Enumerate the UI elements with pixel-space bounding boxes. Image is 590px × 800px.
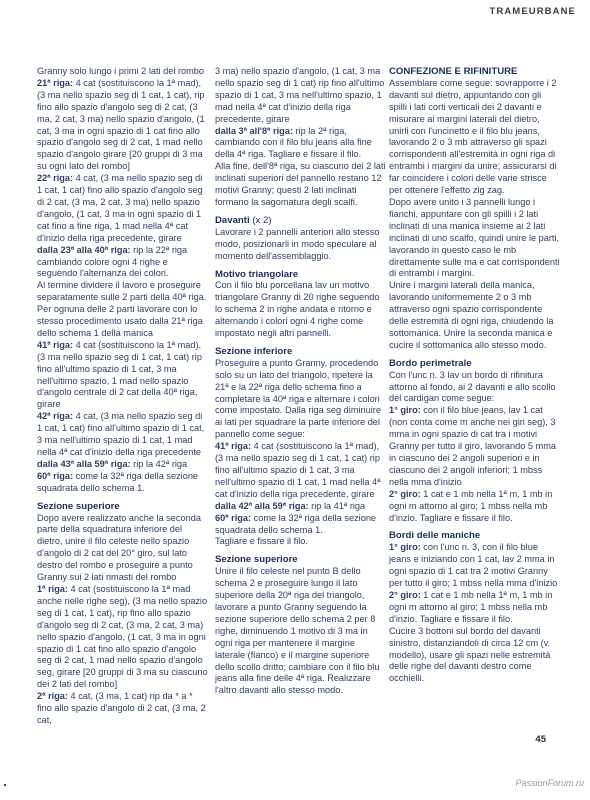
- paragraph: [37, 459, 209, 471]
- paragraph: [37, 245, 209, 281]
- watermark: PassionForum.ru: [515, 778, 584, 788]
- paragraph: [389, 370, 561, 406]
- paragraph-text: 3 ma) nello spazio d'angolo, (1 cat, 3 ma nello spazio seg di 1 cat) rip fino all'ultimo spazio di 1 cat, 3 ma nell'ultimo spazio, 1 mad nella 4ª cat d'inizio della riga precedente, girare: [215, 66, 385, 124]
- section-heading: [389, 66, 561, 78]
- row-label: 22ª riga:: [37, 173, 74, 184]
- section-heading: [215, 346, 387, 358]
- column-middle: [215, 66, 387, 697]
- row-label: dalla 43ª alla 59ª riga:: [37, 458, 131, 469]
- paragraph-text: Con l'unc n. 3 lav un bordo di rifinitura attorno al fondo, ai 2 davanti e allo scollo del cardigan come segue:: [389, 369, 556, 404]
- paragraph: [37, 173, 209, 244]
- paragraph-text: Granny solo lungo i primi 2 lati del rombo: [37, 66, 204, 76]
- paragraph-text: con il filo blue jeans, lav 1 cat (non conta come m anche nei giri seg), 3 mma in ogni spazio di cat tra i motivi Granny per tutto il giro, lavorando 5 mma in ciascuno dei 2 angoli superiori e in ciascuno dei 2 angoli inferiori; 1 mbss nella mma d'inizio: [389, 405, 556, 487]
- section-heading: [215, 215, 387, 227]
- paragraph-text: Proseguire a punto Granny, procedendo solo su un lato del triangolo, ripetere la 21ª e la 22ª riga dello schema fino a completare la 40ª riga e alternare i colori come impostato. Dalla riga seg diminuire ai lati per squadrare la parte inferiore del pannello come segue:: [215, 357, 381, 440]
- row-label: 41ª riga:: [37, 339, 74, 350]
- row-label: 21ª riga:: [37, 77, 74, 88]
- paragraph: [389, 626, 561, 686]
- section-heading: [215, 269, 387, 281]
- paragraph: [37, 280, 209, 340]
- row-label: dalla 3ª all'8ª riga:: [215, 125, 293, 136]
- section-heading: [215, 554, 387, 566]
- page-header: TRAMEURBANE: [489, 6, 576, 17]
- paragraph-text: Al termine dividere il lavoro e proseguire separatamente sulle 2 parti della 40ª riga. Per ognuna delle 2 parti lavorare con lo stesso procedimento usato dalla 21ª riga dello schema 1 della manica: [37, 280, 207, 338]
- section-heading-text: Sezione superiore: [215, 554, 298, 566]
- section-heading-text: Sezione inferiore: [215, 345, 293, 357]
- column-left: [37, 66, 209, 727]
- row-label: 2° giro:: [389, 488, 421, 499]
- paragraph-text: Cucire 3 bottoni sul bordo del davanti sinistro, distanziandoli di circa 12 cm (v. modello), usare gli spazi nelle estremità delle righe del davanti destro come occhielli.: [389, 625, 551, 684]
- paragraph: [37, 691, 209, 727]
- row-label: 2° giro:: [389, 589, 421, 600]
- paragraph-text: come la 32ª riga della sezione squadrata dello schema 1.: [37, 470, 199, 493]
- paragraph: [389, 590, 561, 626]
- row-label: dalla 42ª alla 59ª riga:: [215, 500, 309, 511]
- corner-mark: [4, 784, 6, 786]
- paragraph: [389, 280, 561, 351]
- paragraph-text: Assemblare come segue: sovrapporre i 2 davanti sul dietro, appuntando con gli spilli i lati corti verticali dei 2 davanti e misurare ai margini laterali del dietro, unirli con l'uncinetto e il filo blu jeans, lavorando 2 o 3 mb attraverso gli spazi corrispondenti all'estremità in ogni riga di entrambi i margini da unire; assicurarsi di far coincidere i colori delle varie strisce per ottenere l'effetto zig zag.: [389, 77, 557, 196]
- section-heading: [389, 530, 561, 542]
- paragraph-text: 4 cat (sostituiscono la 1ª mad), (3 ma nello spazio seg di 1 cat, 1 cat) rip fino all'ultimo spazio di 1 cat, 3 ma nell'ultimo spazio di 1 cat, 1 mad nella 4ª cat d'inizio della riga precedente, girare: [215, 441, 381, 499]
- section-heading-text: Davanti: [215, 214, 250, 226]
- paragraph-text: Dopo avere unito i 3 pannelli lungo i fianchi, appuntare con gli spilli i 2 lati inclinati di una manica insieme ai 2 lati inclinati di uno scalfo, quindi unire le parti, lavorando in questo caso le mb direttamente sulle ma e cat corrispondenti di entrambi i margini.: [389, 196, 560, 279]
- paragraph: [389, 78, 561, 197]
- paragraph: [37, 513, 209, 584]
- row-label: 1° giro:: [389, 405, 421, 416]
- paragraph: [389, 542, 561, 590]
- row-label: 60ª riga:: [37, 470, 74, 481]
- paragraph-text: 4 cat (sostituiscono la 1ª mad anche nelle righe seg), (3 ma nello spazio seg di 1 cat, 1 cat), rip fino allo spazio d'angolo seg di 2 cat, (3 ma, 2 cat, 3 ma) nello spazio d'angolo, (1 cat, 3 ma in ogni spazio di 1 cat fino allo spazio d'angolo seg di 2 cat, 1 mad nello spazio d'angolo seg, girare [20 gruppi di 3 ma su ciascuno dei 2 lati del rombo]: [37, 583, 208, 690]
- row-label: 2ª riga:: [37, 691, 68, 702]
- paragraph-text: rip la 22ª riga cambiando colore ogni 4 righe e seguendo l'alternanza dei colori.: [37, 244, 188, 279]
- paragraph-text: 4 cat (sostituiscono la 1ª mad), (3 ma nello spazio seg di 1 cat, 1 cat), rip fino allo spazio d'angolo seg di 2 cat, (3 ma, 2 cat, 3 ma) nello spazio d'angolo, (1 cat, 3 ma in ogni spazio di 1 cat fino allo spazio d'angolo seg di 2 cat, 1 mad nello spazio d'angolo girare [20 gruppi di 3 ma su ogni lato del rombo]: [37, 77, 205, 172]
- row-label: 60ª riga:: [215, 512, 252, 523]
- paragraph-text: 4 cat (sostituiscono la 1ª mad), (3 ma nello spazio seg di 1 cat, 1 cat) rip fino all'ultimo spazio di 1 cat, 3 ma nell'ultimo spazio, 1 mad nello spazio d'angolo centrale di 2 cat della 40ª riga, girare: [37, 339, 202, 410]
- paragraph-text: Unire i margini laterali della manica, lavorando uniformemente 2 o 3 mb attraverso ogni spazio corrispondente delle estremità di ogni riga, chiudendo la sottomanica. Unire la seconda manica e cucire il sottomanica allo stesso modo.: [389, 280, 554, 350]
- row-label: dalla 23ª alla 40ª riga:: [37, 244, 131, 255]
- paragraph-text: rip la 2ª riga, cambiando con il filo blu jeans alla fine della 4ª riga. Tagliare e fissare il filo.: [215, 125, 372, 160]
- paragraph: [37, 584, 209, 691]
- paragraph: [389, 489, 561, 525]
- paragraph-text: Tagliare e fissare il filo.: [215, 536, 308, 547]
- paragraph: [215, 441, 387, 501]
- paragraph: [37, 78, 209, 173]
- paragraph-text: Con il filo blu porcellana lav un motivo triangolare Granny di 20 righe seguendo lo schema 2 in righe andata e ritorno e alternando i colori ogni 4 righe come impostato negli altri pannelli.: [215, 280, 380, 339]
- section-heading-text: Bordo perimetrale: [389, 357, 472, 369]
- paragraph-text: Alla fine, dell'8ª riga, su ciascuno dei 2 lati inclinati superiori del pannello restano 12 motivi Granny; questi 2 lati inclinati formano la sagomatura degli scalfi.: [215, 161, 386, 207]
- section-heading-suffix: (x 2): [249, 214, 272, 226]
- paragraph-text: 4 cat, (3 ma nello spazio seg di 1 cat, 1 cat) fino all'ultimo spazio di 1 cat, 3 ma nell'ultimo spazio di 1 cat, 1 mad nella 4ª cat d'inizio della riga precedente: [37, 411, 205, 457]
- paragraph-text: Dopo avere realizzato anche la seconda parte della squadratura inferiore del dietro, unire il filo celeste nello spazio d'angolo di 2 cat del 20° giro, sul lato destro del rombo e proseguire a punto Granny sui 2 lati rimasti del rombo: [37, 512, 201, 583]
- section-heading: [37, 501, 209, 513]
- section-heading-text: Motivo triangolare: [215, 268, 299, 280]
- section-heading-text: Bordi delle maniche: [389, 530, 481, 542]
- paragraph-text: Lavorare i 2 pannelli anteriori allo stesso modo, posizionarli in modo speculare al momento dell'assemblaggio.: [215, 226, 380, 261]
- row-label: 41ª riga:: [215, 441, 252, 452]
- paragraph-text: 4 cat, (3 ma nello spazio seg di 1 cat, 1 cat) fino allo spazio d'angolo seg di 2 cat, (3 ma, 2 cat, 3 ma) nello spazio d'angolo, (1 cat, 3 ma in ogni spazio di 1 cat fino a fine riga, 1 mad nella 4ª cat d'inizio della riga precedente, girare: [37, 173, 203, 243]
- paragraph: [215, 566, 387, 697]
- paragraph: [215, 66, 387, 126]
- paragraph-text: 1 cat e 1 mb nella 1ª m, 1 mb in ogni m attorno al giro; 1 mbss nella mb d'inzio. Tagliare e fissare il filo.: [389, 589, 553, 624]
- paragraph-text: rip la 41ª riga: [308, 500, 366, 511]
- paragraph: [215, 501, 387, 513]
- section-heading-text: CONFEZIONE E RIFINITURE: [389, 66, 518, 77]
- page-number: 45: [535, 734, 546, 745]
- paragraph: [215, 227, 387, 263]
- paragraph: [215, 161, 387, 209]
- paragraph: [389, 405, 561, 488]
- paragraph-text: 4 cat, (3 ma, 1 cat) rip da * a * fino allo spazio d'angolo di 2 cat, (3 ma, 2 cat,: [37, 691, 206, 725]
- row-label: 42ª riga:: [37, 411, 74, 422]
- paragraph: [215, 358, 387, 441]
- section-heading: [389, 358, 561, 370]
- paragraph: [215, 280, 387, 340]
- paragraph: [37, 471, 209, 495]
- row-label: 1ª riga:: [37, 583, 68, 594]
- paragraph-text: 1 cat e 1 mb nella 1ª m, 1 mb in ogni m attorno al giro; 1 mbss nella mb d'inzio. Tagliare e fissare il filo.: [389, 488, 553, 523]
- paragraph: [215, 536, 387, 548]
- paragraph: [37, 66, 209, 78]
- paragraph: [215, 126, 387, 162]
- paragraph: [215, 513, 387, 537]
- paragraph: [37, 340, 209, 411]
- paragraph-text: con l'unc n. 3, con il filo blue jeans e iniziando con 1 cat, lav 2 mma in ogni spazio di 1 cat tra 2 motivi Granny per tutto il giro; 1 mbss nella mma d'inizio: [389, 542, 558, 589]
- paragraph-text: Unire il filo celeste nel punto B dello schema 2 e proseguire lungo il lato superiore della 20ª riga del triangolo, lavorare a punto Granny seguendo la sezione superiore dello schema 2 per 8 righe, diminuendo 1 motivo di 3 ma in ogni riga per mantenere il margine laterale (fianco) e il margine superiore dello scollo dritto; cambiare con il filo blu jeans alla fine delle 4ª riga. Realizzare l'altro davanti allo stesso modo.: [215, 566, 380, 696]
- column-right: [389, 66, 561, 685]
- paragraph-text: rip la 42ª riga: [130, 458, 188, 469]
- row-label: 1° giro:: [389, 542, 421, 553]
- paragraph-text: come la 32ª riga della sezione squadrata dello schema 1.: [215, 512, 377, 535]
- paragraph: [389, 197, 561, 280]
- paragraph: [37, 411, 209, 459]
- section-heading-text: Sezione superiore: [37, 500, 120, 512]
